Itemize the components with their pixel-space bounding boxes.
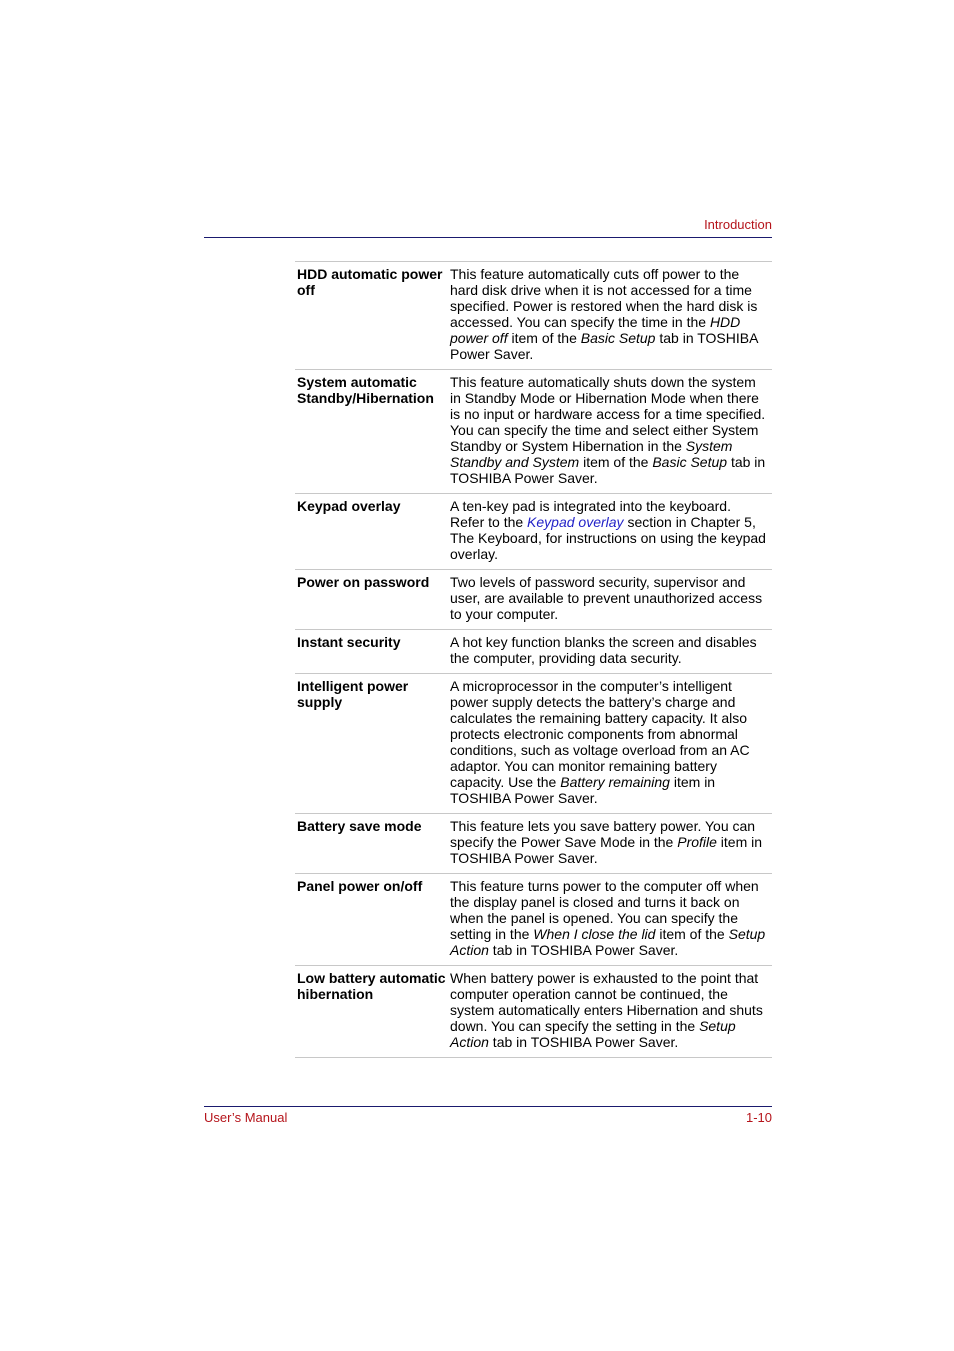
description-text: When I close the lid (533, 926, 656, 942)
description-text: System Standby and System (450, 438, 733, 470)
description-text: item of the (655, 926, 729, 942)
description-text: This feature lets you save battery power. You can specify the Power Save Mode in the (450, 818, 756, 850)
description-text: Setup Action (450, 1018, 736, 1050)
description-text: item in TOSHIBA Power Saver. (450, 834, 763, 866)
table-row (295, 966, 772, 1058)
description-text: Basic Setup (652, 454, 728, 470)
feature-term: Panel power on/off (297, 878, 423, 894)
feature-term: Instant security (297, 634, 401, 650)
feature-term: Battery save mode (297, 818, 422, 834)
feature-term: Keypad overlay (297, 498, 401, 514)
cross-reference-link[interactable]: Keypad overlay (527, 514, 624, 530)
description-text: This feature turns power to the computer off when the display panel is closed and turns it back on when the panel is opened. You can specify the setting in the (450, 878, 759, 942)
feature-description (450, 878, 772, 958)
description-text: A ten-key pad is integrated into the keyboard. Refer to the (450, 498, 731, 530)
feature-description (450, 818, 772, 866)
description-text: Setup Action (450, 926, 766, 958)
table-row (295, 262, 772, 370)
feature-description (450, 970, 772, 1050)
feature-table (295, 261, 772, 1058)
description-text: tab in TOSHIBA Power Saver. (488, 942, 679, 958)
table-row (295, 370, 772, 494)
feature-description (450, 634, 772, 666)
description-text: When battery power is exhausted to the point that computer operation cannot be continued, the system automatically enters Hibernation and shuts down. You can specify the setting in the (450, 970, 763, 1034)
feature-description (450, 374, 772, 486)
feature-term: Intelligent power supply (297, 678, 409, 710)
description-text: Profile (677, 834, 717, 850)
description-text: This feature automatically shuts down the system in Standby Mode or Hibernation Mode when there is no input or hardware access for a time specified. You can specify the time and select either System Standby or System Hibernation in the (450, 374, 766, 454)
table-row (295, 570, 772, 630)
feature-description (450, 574, 772, 622)
feature-term: System automatic Standby/Hibernation (297, 374, 434, 406)
feature-term: Power on password (297, 574, 430, 590)
description-text: This feature automatically cuts off power to the hard disk drive when it is not accessed for a time specified. Power is restored when the hard disk is accessed. You can specify the time in the (450, 266, 758, 330)
feature-term: HDD automatic power off (297, 266, 443, 298)
page-number: 1-10 (745, 1110, 772, 1125)
description-text: item of the (507, 330, 581, 346)
footer-manual-title: User’s Manual (204, 1110, 288, 1125)
description-text: tab in TOSHIBA Power Saver. (488, 1034, 679, 1050)
feature-description (450, 266, 772, 362)
description-text: Basic Setup (580, 330, 656, 346)
table-row (295, 674, 772, 814)
running-header: Introduction (704, 217, 772, 232)
table-row (295, 814, 772, 874)
description-text: tab in TOSHIBA Power Saver. (450, 330, 758, 362)
description-text: tab in TOSHIBA Power Saver. (450, 454, 766, 486)
feature-description (450, 678, 772, 806)
description-text: section in Chapter 5, The Keyboard, for instructions on using the keypad overlay. (450, 514, 766, 562)
feature-description (450, 498, 772, 562)
description-text: A microprocessor in the computer’s intelligent power supply detects the battery’s charge and calculates the remaining battery capacity. It also protects electronic components from abnormal conditions, such as voltage overload from an AC adaptor. You can monitor remaining battery capacity. Use the (450, 678, 750, 790)
table-row (295, 494, 772, 570)
description-text: HDD power off (450, 314, 741, 346)
description-text: Battery remaining (560, 774, 670, 790)
description-text: Two levels of password security, supervisor and user, are available to prevent unauthorized access to your computer. (450, 574, 763, 622)
header-rule (204, 237, 772, 238)
footer-rule (204, 1106, 772, 1107)
description-text: A hot key function blanks the screen and disables the computer, providing data security. (450, 634, 757, 666)
feature-term: Low battery automatic hibernation (297, 970, 446, 1002)
table-row (295, 874, 772, 966)
description-text: item in TOSHIBA Power Saver. (450, 774, 716, 806)
table-row (295, 630, 772, 674)
description-text: item of the (579, 454, 653, 470)
